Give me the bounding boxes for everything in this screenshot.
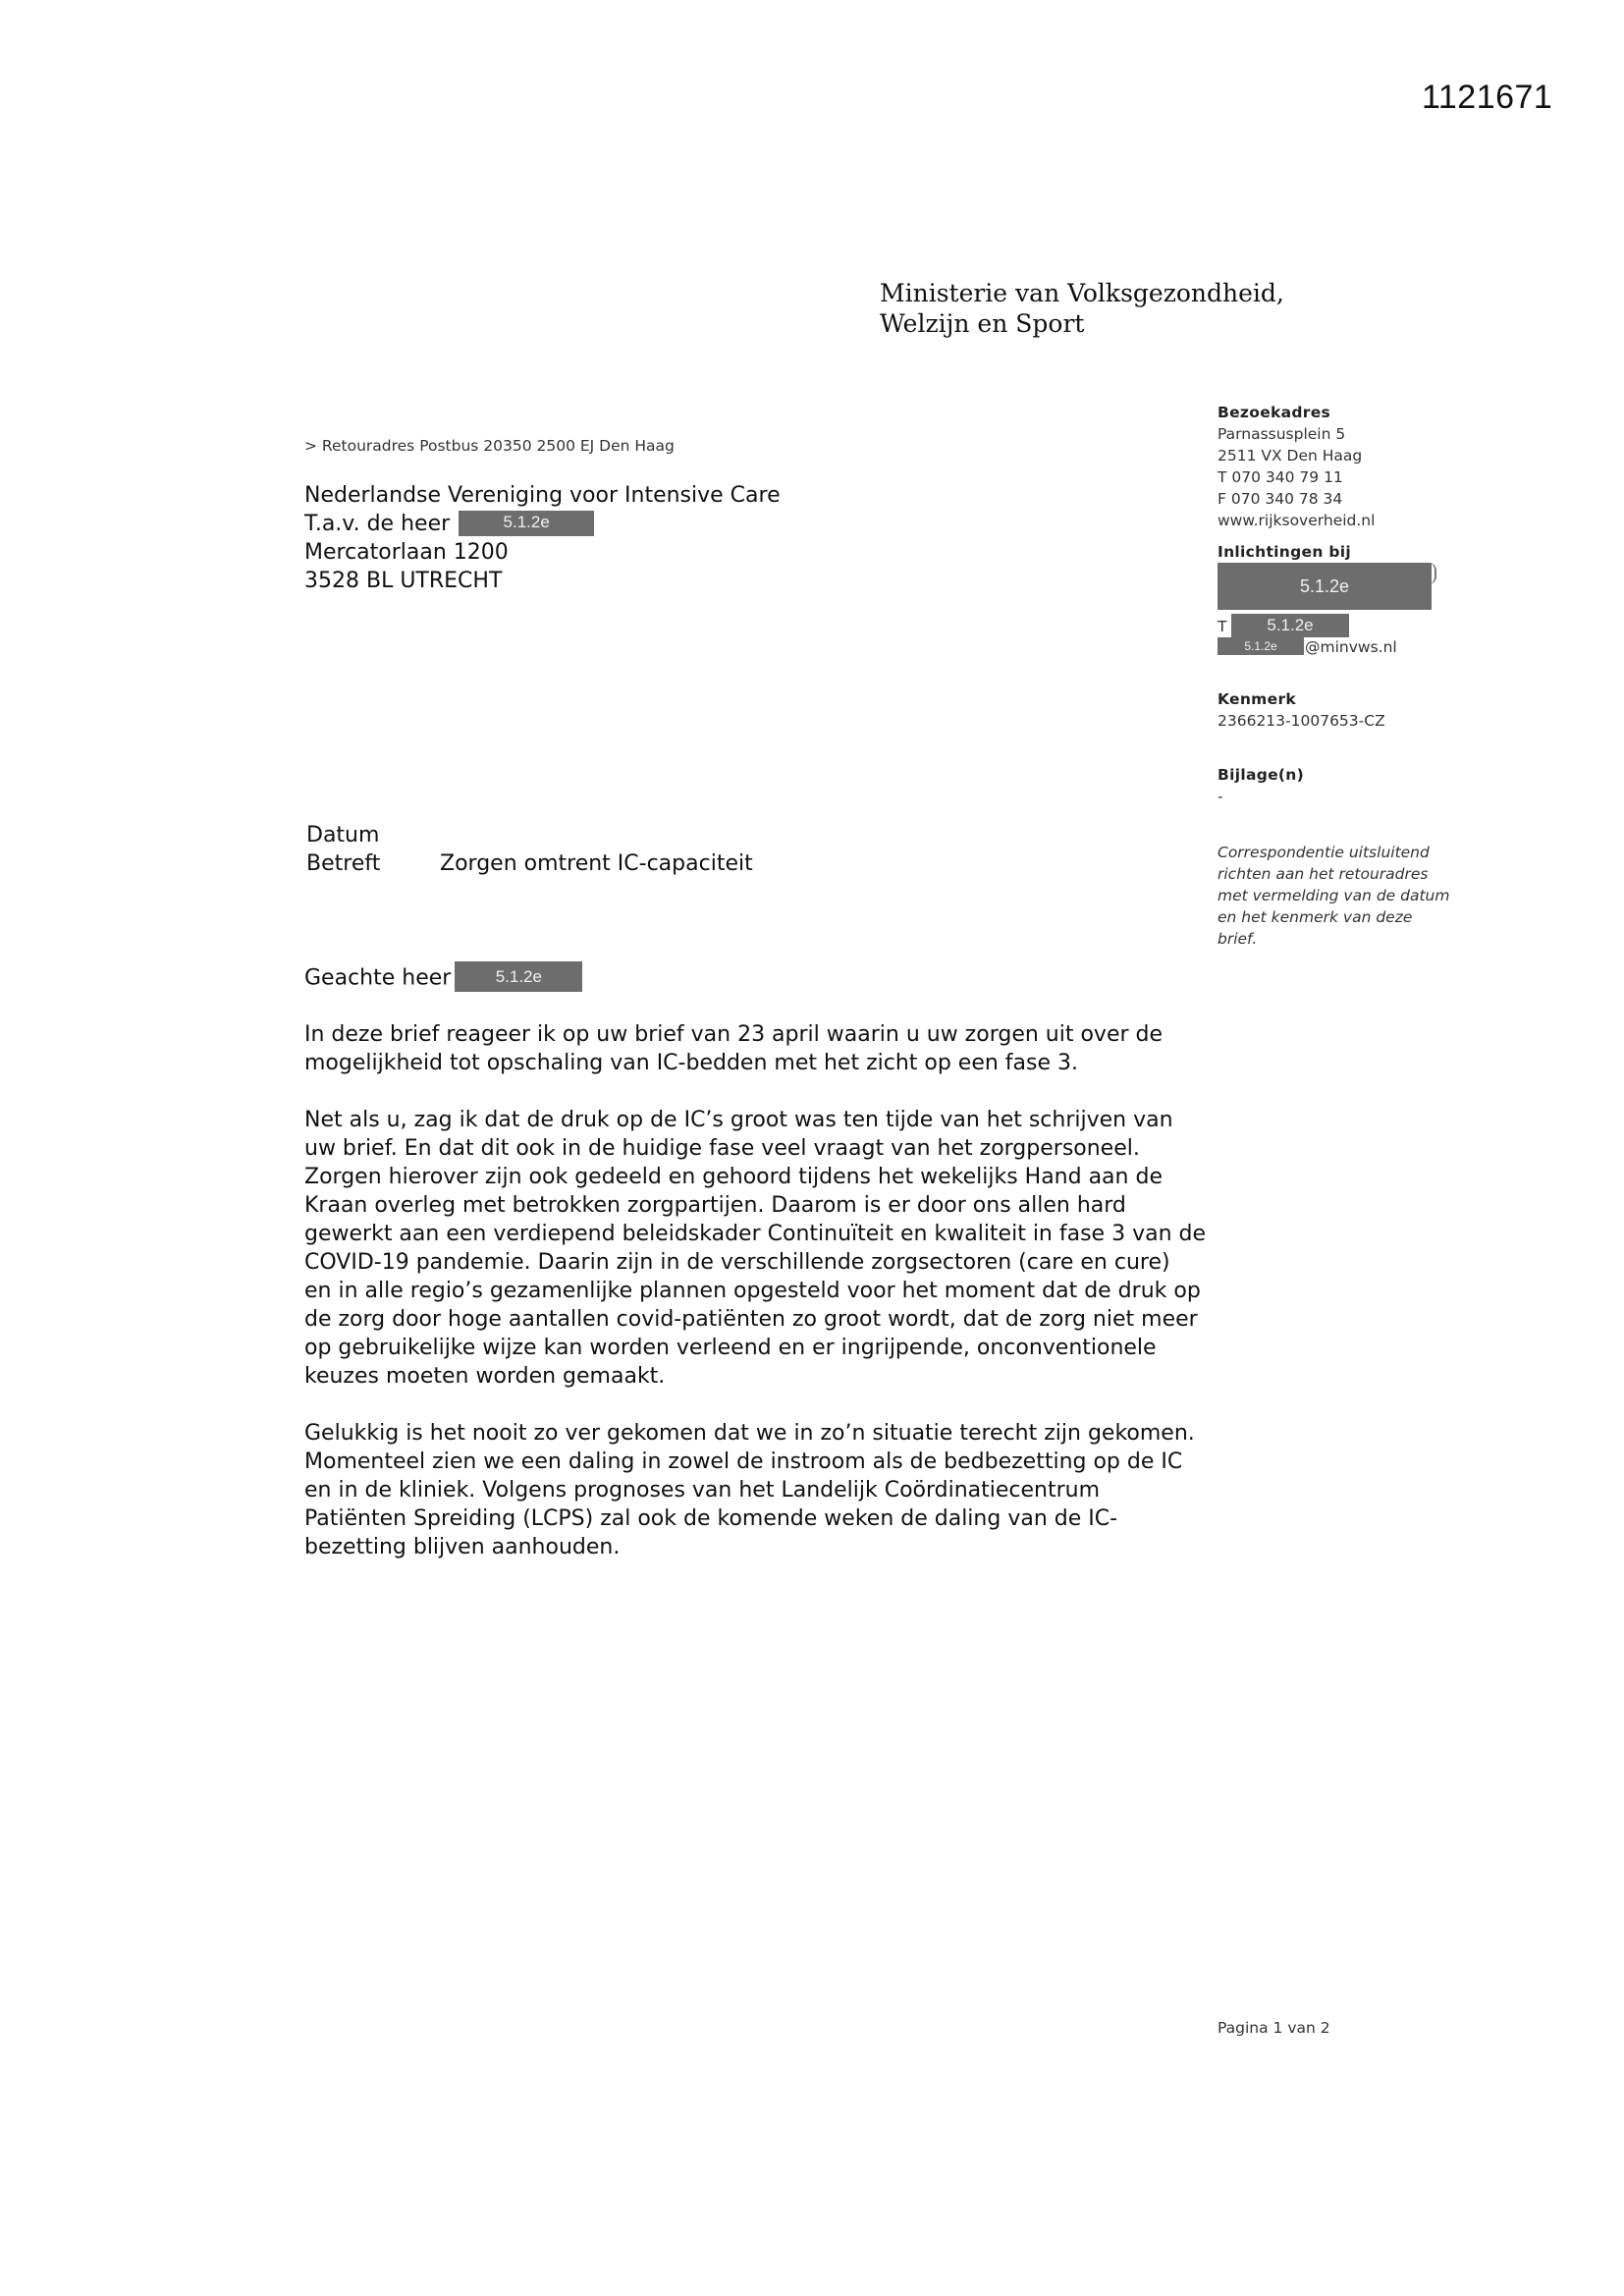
body-line: op gebruikelijke wijze kan worden verleend en er ingrijpende, onconventionele	[304, 1336, 1157, 1360]
body-line: gewerkt aan een verdiepend beleidskader Continuïteit en kwaliteit in fase 3 van de	[304, 1222, 1207, 1246]
recipient-attention-prefix: T.a.v. de heer	[304, 512, 451, 536]
ministry-name-line-2: Welzijn en Sport	[880, 309, 1085, 338]
correspondence-note-line: met vermelding van de datum	[1218, 887, 1450, 904]
body-line: mogelijkheid tot opschaling van IC-bedden met het zicht op een fase 3.	[304, 1051, 1079, 1075]
visit-address-phone: T 070 340 79 11	[1218, 468, 1343, 486]
body-paragraph	[304, 1020, 1163, 1077]
recipient-city: 3528 BL UTRECHT	[304, 569, 503, 593]
visit-address-street: Parnassusplein 5	[1218, 425, 1346, 443]
body-line: uw brief. En dat dit ook in de huidige fase veel vraagt van het zorgpersoneel.	[304, 1136, 1140, 1161]
visit-address-fax: F 070 340 78 34	[1218, 490, 1343, 508]
body-line: de zorg door hoge aantallen covid-patiënten zo groot wordt, dat de zorg niet meer	[304, 1307, 1198, 1332]
body-line: Zorgen hierover zijn ook gedeeld en gehoord tijdens het wekelijks Hand aan de	[304, 1165, 1163, 1189]
body-line: keuzes moeten worden gemaakt.	[304, 1364, 666, 1389]
info-contact-phone	[1218, 616, 1226, 637]
body-line: COVID-19 pandemie. Daarin zijn in de verschillende zorgsectoren (care en cure)	[304, 1250, 1170, 1275]
page-number: Pagina 1 van 2	[1218, 2019, 1330, 2037]
redaction-box: 5.1.2e	[455, 961, 582, 992]
return-address: > Retouradres Postbus 20350 2500 EJ Den Haag	[304, 437, 675, 455]
correspondence-note-line: Correspondentie uitsluitend	[1218, 844, 1430, 861]
correspondence-note-line: richten aan het retouradres	[1218, 865, 1429, 883]
recipient-address	[304, 481, 781, 595]
correspondence-note-line: brief.	[1218, 930, 1258, 948]
salutation	[304, 965, 582, 992]
redaction-box: 5.1.2e	[1218, 637, 1304, 655]
visit-address-website: www.rijksoverheid.nl	[1218, 512, 1376, 529]
ministry-name-line-1: Ministerie van Volksgezondheid,	[880, 279, 1284, 307]
subject-label: Betreft	[306, 851, 381, 876]
visit-address-city: 2511 VX Den Haag	[1218, 447, 1363, 465]
date-label: Datum	[306, 823, 380, 847]
body-line: Gelukkig is het nooit zo ver gekomen dat we in zo’n situatie terecht zijn gekomen.	[304, 1421, 1195, 1446]
sidebar-reference	[1218, 688, 1385, 732]
body-paragraph	[304, 1106, 1206, 1391]
info-contact-heading: Inlichtingen bij	[1218, 543, 1351, 561]
info-contact-email-suffix: @minvws.nl	[1305, 638, 1397, 656]
reference-heading: Kenmerk	[1218, 690, 1297, 708]
body-line: bezetting blijven aanhouden.	[304, 1535, 621, 1559]
correspondence-note	[1218, 842, 1473, 950]
recipient-street: Mercatorlaan 1200	[304, 540, 509, 565]
ministry-name	[880, 278, 1284, 339]
correspondence-note-line: en het kenmerk van deze	[1218, 908, 1413, 926]
recipient-attention	[304, 510, 781, 538]
info-phone-prefix: T	[1218, 618, 1227, 635]
body-line: Net als u, zag ik dat de druk op de IC’s groot was ten tijde van het schrijven van	[304, 1108, 1173, 1132]
subject-row	[306, 849, 753, 878]
body-line: en in alle regio’s gezamenlijke plannen opgesteld voor het moment dat de druk op	[304, 1279, 1201, 1303]
body-line: Patiënten Spreiding (LCPS) zal ook de komende weken de daling van de IC-	[304, 1506, 1118, 1531]
redaction-edge-mark	[1429, 563, 1436, 584]
sidebar-attachments	[1218, 764, 1304, 807]
document-number: 1121671	[1422, 79, 1553, 116]
redaction-box: 5.1.2e	[1231, 614, 1349, 637]
sidebar-info-contact	[1218, 541, 1351, 563]
attachments-heading: Bijlage(n)	[1218, 766, 1305, 784]
visit-address-heading: Bezoekadres	[1218, 404, 1331, 421]
attachments-value: -	[1218, 788, 1223, 805]
date-row	[306, 821, 380, 849]
recipient-organisation: Nederlandse Vereniging voor Intensive Care	[304, 483, 781, 508]
reference-value: 2366213-1007653-CZ	[1218, 712, 1385, 730]
letter-meta	[306, 821, 753, 878]
subject-value: Zorgen omtrent IC-capaciteit	[440, 851, 753, 876]
salutation-text: Geachte heer	[304, 965, 452, 991]
body-line: Kraan overleg met betrokken zorgpartijen. Daarom is er door ons allen hard	[304, 1193, 1126, 1218]
body-line: In deze brief reageer ik op uw brief van 23 april waarin u uw zorgen uit over de	[304, 1022, 1164, 1047]
body-line: Momenteel zien we een daling in zowel de instroom als de bedbezetting op de IC	[304, 1449, 1183, 1474]
body-line: en in de kliniek. Volgens prognoses van het Landelijk Coördinatiecentrum	[304, 1478, 1101, 1503]
redaction-box: 5.1.2e	[1218, 563, 1432, 610]
body-paragraph	[304, 1419, 1195, 1561]
sidebar-visit-address	[1218, 402, 1375, 531]
redaction-box: 5.1.2e	[459, 511, 594, 536]
